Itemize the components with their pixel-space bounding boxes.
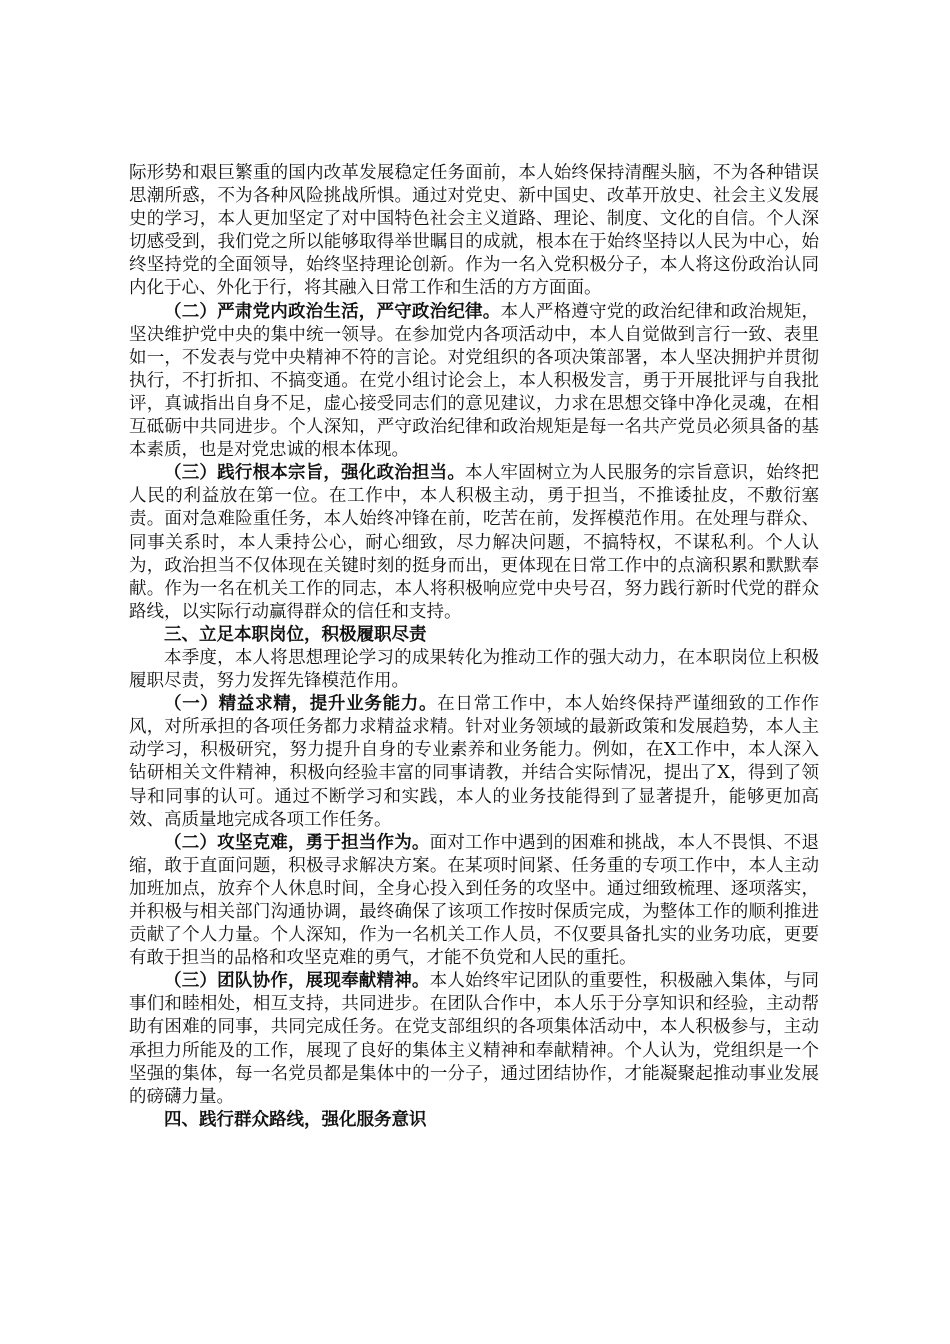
paragraph-political-identity: 际形势和艰巨繁重的国内改革发展稳定任务面前，本人始终保持清醒头脑，不为各种错误思潮所惑，不为各种风险挑战所惧。通过对党史、新中国史、改革开放史、社会主义发展史的学习，本人更加坚定了对中国特色社会主义道路、理论、制度、文化的自信。个人深切感受到，我们党之所以能够取得举世瞩目的成就，根本在于始终坚持以人民为中心，始终坚持党的全面领导，始终坚持理论创新。作为一名入党积极分子，本人将这份政治认同内化于心、外化于行，将其融入日常工作和生活的方方面面。 <box>129 163 819 299</box>
paragraph-fundamental-purpose-body: 本人牢固树立为人民服务的宗旨意识，始终把人民的利益放在第一位。在工作中，本人积极主动，勇于担当，不推诿扯皮，不敷衍塞责。面对急难险重任务，本人始终冲锋在前，吃苦在前，发挥模范作用。在处理与群众、同事关系时，本人秉持公心，耐心细致，尽力解决问题，不搞特权，不谋私利。个人认为，政治担当不仅体现在关键时刻的挺身而出，更体现在日常工作中的点滴积累和默默奉献。作为一名在机关工作的同志，本人将积极响应党中央号召，努力践行新时代党的群众路线，以实际行动赢得群众的信任和支持。 <box>129 463 820 622</box>
paragraph-business-ability-body: 在日常工作中，本人始终保持严谨细致的工作作风，对所承担的各项任务都力求精益求精。针对业务领域的最新政策和发展趋势，本人主动学习，积极研究，努力提升自身的专业素养和业务能力。例如，在X工作中，本人深入钻研相关文件精神，积极向经验丰富的同事请教，并结合实际情况，提出了X，得到了领导和同事的认可。通过不断学习和实践，本人的业务技能得到了显著提升，能够更加高效、高质量地完成各项工作任务。 <box>129 694 820 830</box>
paragraph-overcome-difficulties <box>129 832 819 971</box>
paragraph-political-discipline <box>129 301 819 463</box>
section-heading-3: 三、立足本职岗位，积极履职尽责 <box>164 624 427 645</box>
subheading-fundamental-purpose: （三）践行根本宗旨，强化政治担当。 <box>164 463 466 484</box>
subheading-political-discipline: （二）严肃党内政治生活，严守政治纪律。 <box>164 301 501 322</box>
subheading-business-ability: （一）精益求精，提升业务能力。 <box>164 694 438 715</box>
paragraph-fundamental-purpose <box>129 462 819 624</box>
paragraph-business-ability <box>129 693 819 832</box>
subheading-teamwork: （三）团队协作，展现奉献精神。 <box>164 971 430 992</box>
paragraph-teamwork-body: 本人始终牢记团队的重要性，积极融入集体，与同事们和睦相处，相互支持，共同进步。在团队合作中，本人乐于分享知识和经验，主动帮助有困难的同事，共同完成任务。在党支部组织的各项集体活动中，本人积极参与，主动承担力所能及的工作，展现了良好的集体主义精神和奉献精神。个人认为，党组织是一个坚强的集体，每一名党员都是集体中的一分子，通过团结协作，才能凝聚起推动事业发展的磅礴力量。 <box>129 971 819 1107</box>
section-heading-4: 四、践行群众路线，强化服务意识 <box>164 1109 427 1130</box>
document-page <box>129 162 819 1132</box>
subheading-overcome-difficulties: （二）攻坚克难，勇于担当作为。 <box>164 832 430 853</box>
paragraph-teamwork <box>129 970 819 1109</box>
paragraph-political-discipline-body: 本人严格遵守党的政治纪律和政治规矩，坚决维护党中央的集中统一领导。在参加党内各项活动中，本人自觉做到言行一致、表里如一，不发表与党中央精神不符的言论。对党组织的各项决策部署，本人坚决拥护并贯彻执行，不打折扣、不搞变通。在党小组讨论会上，本人积极发言，勇于开展批评与自我批评，真诚指出自身不足，虚心接受同志们的意见建议，力求在思想交锋中净化灵魂，在相互砥砺中共同进步。个人深知，严守政治纪律和政治规矩是每一名共产党员必须具备的基本素质，也是对党忠诚的根本体现。 <box>129 301 820 461</box>
paragraph-section-3-intro: 本季度，本人将思想理论学习的成果转化为推动工作的强大动力，在本职岗位上积极履职尽责，努力发挥先锋模范作用。 <box>129 647 819 692</box>
paragraph-overcome-difficulties-body: 面对工作中遇到的困难和挑战，本人不畏惧、不退缩，敢于直面问题，积极寻求解决方案。在某项时间紧、任务重的专项工作中，本人主动加班加点，放弃个人休息时间，全身心投入到任务的攻坚中。通过细致梳理、逐项落实，并积极与相关部门沟通协调，最终确保了该项工作按时保质完成，为整体工作的顺利推进贡献了个人力量。个人深知，作为一名机关工作人员，不仅要具备扎实的业务功底，更要有敢于担当的品格和攻坚克难的勇气，才能不负党和人民的重托。 <box>129 832 819 969</box>
